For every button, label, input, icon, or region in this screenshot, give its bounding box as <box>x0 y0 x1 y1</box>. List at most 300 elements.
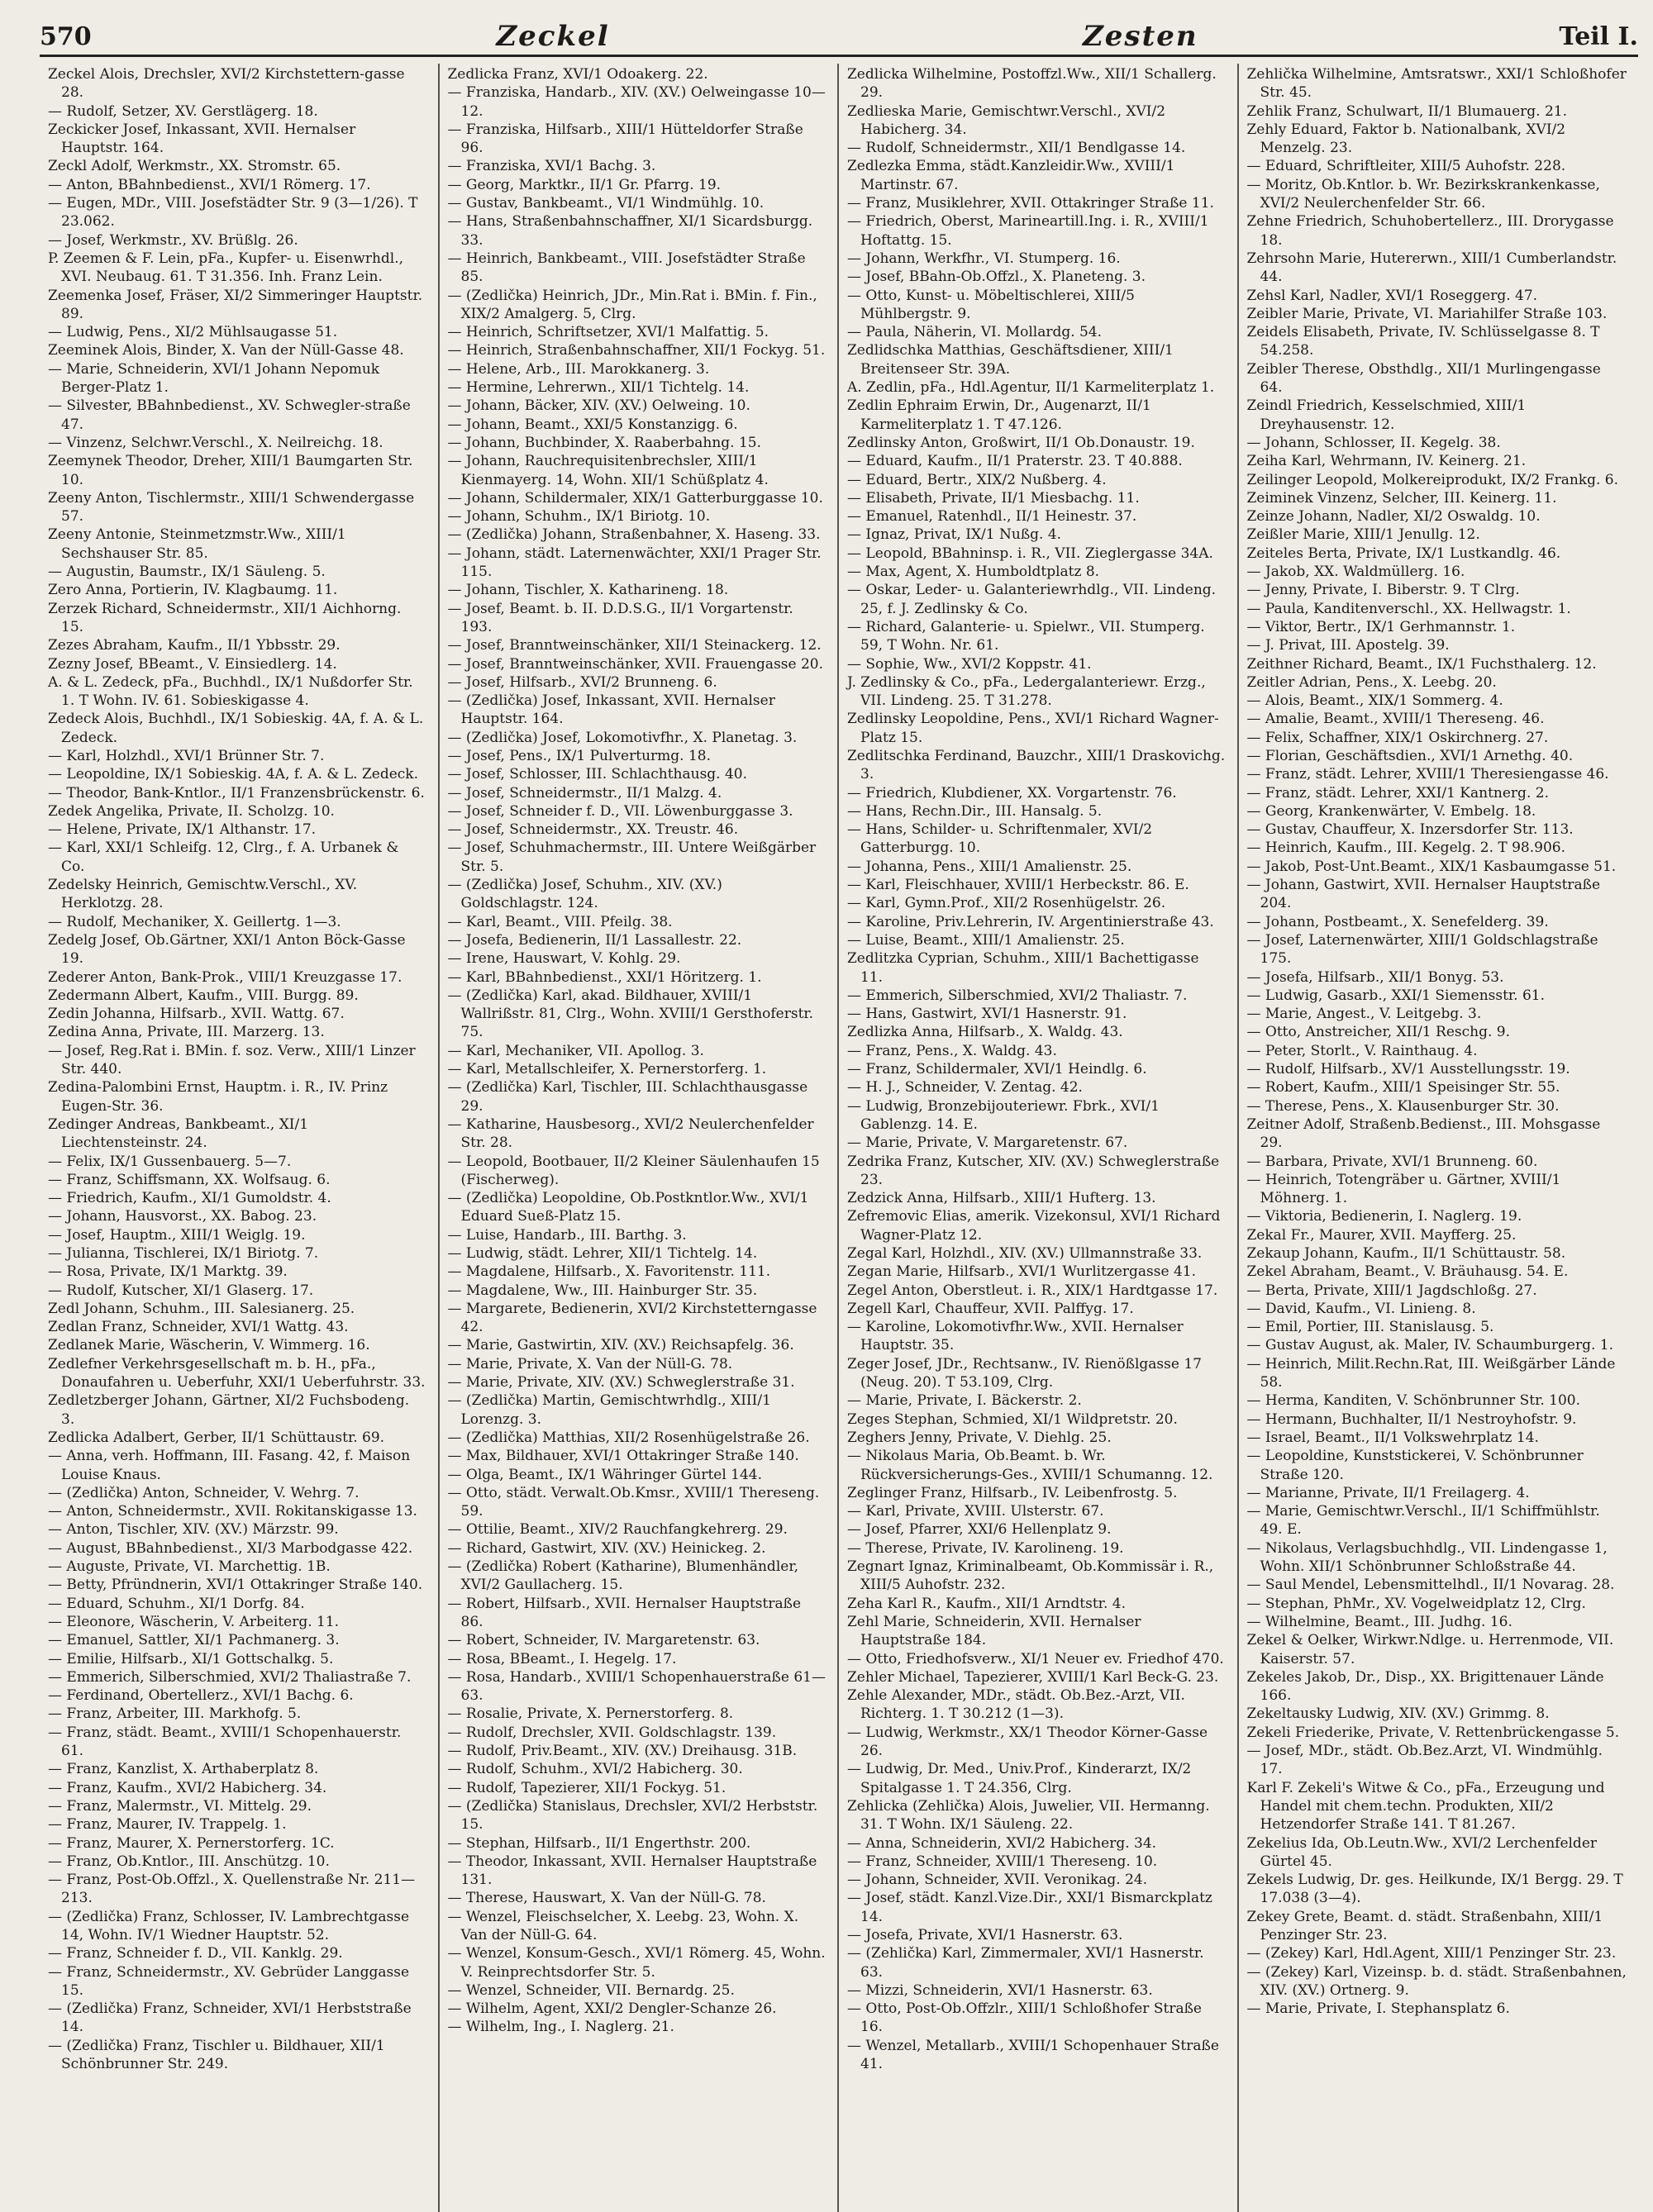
directory-entry: — David, Kaufm., VI. Linieng. 8. <box>1246 1300 1476 1317</box>
directory-entry: — Marie, Private, I. Stephansplatz 6. <box>1246 2000 1510 2018</box>
directory-entry: — Rosa, BBeamt., I. Hegelg. 17. <box>447 1650 677 1667</box>
directory-entry: Zedlidschka Matthias, Geschäftsdiener, XIII/1 Breitenseer Str. 39A. <box>847 342 1174 378</box>
directory-entry: — Karl, BBahnbedienst., XXI/1 Höritzerg. 1. <box>447 968 762 986</box>
directory-entry: — Emmerich, Silberschmied, XVI/2 Thaliastraße 7. <box>48 1668 412 1686</box>
directory-entry: Zedlin Ephraim Erwin, Dr., Augenarzt, II/1 Karmeliterplatz 1. T 47.126. <box>847 397 1151 433</box>
directory-entry: — Emanuel, Sattler, XI/1 Pachmanerg. 3. <box>48 1632 340 1649</box>
directory-entry: Zezes Abraham, Kaufm., II/1 Ybbsstr. 29. <box>48 637 341 654</box>
directory-entry: — Robert, Kaufm., XIII/1 Speisinger Str. 55. <box>1246 1079 1560 1096</box>
directory-entry: Zedlinsky Leopoldine, Pens., XVI/1 Richard Wagner-Platz 15. <box>847 711 1219 746</box>
directory-entry: — Johann, Schildermaler, XIX/1 Gatterburggasse 10. <box>447 489 823 507</box>
directory-entry: — Heinrich, Kaufm., III. Kegelg. 2. T 98.906. <box>1246 840 1566 857</box>
directory-entry: — Olga, Beamt., IX/1 Währinger Gürtel 144. <box>447 1466 763 1483</box>
directory-entry: Zeha Karl R., Kaufm., XII/1 Arndtstr. 4. <box>847 1595 1126 1612</box>
directory-entry: — Georg, Marktkr., II/1 Gr. Pfarrg. 19. <box>447 176 722 193</box>
directory-entry: — (Zedlička) Josef, Inkassant, XVII. Hernalser Hauptstr. 164. <box>447 692 775 728</box>
directory-entry: — Auguste, Private, VI. Marchettig. 1B. <box>48 1558 331 1576</box>
directory-entry: P. Zeemen & F. Lein, pFa., Kupfer- u. Eisenwrhdl., XVI. Neubaug. 61. T 31.356. Inh. Franz Lein. <box>48 250 404 286</box>
directory-entry: — Theodor, Inkassant, XVII. Hernalser Hauptstraße 131. <box>447 1853 817 1889</box>
directory-entry: Zedlezka Emma, städt.Kanzleidir.Ww., XVIII/1 Martinstr. 67. <box>847 158 1175 193</box>
directory-entry: — (Zedlička) Stanislaus, Drechsler, XVI/2 Herbststr. 15. <box>447 1797 818 1834</box>
directory-entry: Zedina-Palombini Ernst, Hauptm. i. R., IV. Prinz Eugen-Str. 36. <box>48 1079 388 1115</box>
directory-entry: Zeemenka Josef, Fräser, XI/2 Simmeringer Hauptstr. 89. <box>48 287 423 322</box>
directory-entry: — Jenny, Private, I. Biberstr. 9. T Clrg. <box>1246 582 1520 599</box>
directory-entry: — Richard, Gastwirt, XIV. (XV.) Heinickeg. 2. <box>447 1539 766 1557</box>
directory-entry: — Max, Agent, X. Humboldtplatz 8. <box>847 564 1100 581</box>
directory-entry: — Franz, Schneider f. D., VII. Kanklg. 29. <box>48 1945 343 1962</box>
page-number: 570 <box>40 21 92 51</box>
directory-entry: — Rudolf, Kutscher, XI/1 Glaserg. 17. <box>48 1282 314 1299</box>
directory-entry: — Heinrich, Bankbeamt., VIII. Josefstädter Straße 85. <box>447 250 806 286</box>
directory-entry: Zedzick Anna, Hilfsarb., XIII/1 Hufterg. 13. <box>847 1190 1156 1207</box>
directory-entry: — H. J., Schneider, V. Zentag. 42. <box>847 1079 1083 1096</box>
directory-entry: — Paula, Kanditenverschl., XX. Hellwagstr. 1. <box>1246 600 1571 617</box>
directory-entry: — Emil, Portier, III. Stanislausg. 5. <box>1246 1319 1494 1336</box>
directory-entry: — Franz, Maurer, IV. Trappelg. 1. <box>48 1816 287 1834</box>
directory-entry: — Josef, Schuhmachermstr., III. Untere Weißgärber Str. 5. <box>447 840 817 875</box>
directory-entry: — Wilhelm, Agent, XXI/2 Dengler-Schanze 26. <box>447 2000 777 2018</box>
directory-entry: — Marie, Gemischtwr.Verschl., II/1 Schiffmühlstr. 49. E. <box>1246 1503 1600 1539</box>
directory-entry: — Josefa, Bedienerin, II/1 Lassallestr. 22. <box>447 931 742 949</box>
directory-entry: — Silvester, BBahnbedienst., XV. Schwegler-straße 47. <box>48 397 411 433</box>
directory-entry: — Rosa, Private, IX/1 Marktg. 39. <box>48 1263 288 1281</box>
directory-entry: Zedlitzka Cyprian, Schuhm., XIII/1 Bachettigasse 11. <box>847 950 1199 986</box>
directory-entry: J. Zedlinsky & Co., pFa., Ledergalanteriewr. Erzg., VII. Lindeng. 25. T 31.278. <box>847 673 1206 710</box>
page-header <box>40 18 1638 57</box>
directory-entry: Zedinger Andreas, Bankbeamt., XI/1 Liechtensteinstr. 24. <box>48 1116 309 1152</box>
directory-entry: Zeckl Adolf, Werkmstr., XX. Stromstr. 65. <box>48 158 341 175</box>
directory-entry: — Karoline, Lokomotivfhr.Ww., XVII. Hernalser Hauptstr. 35. <box>847 1319 1184 1354</box>
directory-entry: Zehsl Karl, Nadler, XVI/1 Roseggerg. 47. <box>1246 287 1538 304</box>
directory-entry: — Johann, Gastwirt, XVII. Hernalser Hauptstraße 204. <box>1246 877 1601 912</box>
directory-entry: — Berta, Private, XIII/1 Jagdschloßg. 27. <box>1246 1282 1537 1299</box>
directory-entry: — Karl, Beamt., VIII. Pfeilg. 38. <box>447 913 673 930</box>
directory-entry: — Wenzel, Metallarb., XVIII/1 Schopenhauer Straße 41. <box>847 2037 1219 2073</box>
directory-entry: Zedin Johanna, Hilfsarb., XVII. Wattg. 67. <box>48 1006 345 1023</box>
directory-entry: — Franz, Schneidermstr., XV. Gebrüder Langgasse 15. <box>48 1963 410 1999</box>
directory-entry: — Eugen, MDr., VIII. Josefstädter Str. 9 (3—1/26). T 23.062. <box>48 195 418 231</box>
directory-entry: — Karl, Metallschleifer, X. Pernerstorferg. 1. <box>447 1061 767 1078</box>
directory-entry: Zeeny Anton, Tischlermstr., XIII/1 Schwendergasse 57. <box>48 489 415 526</box>
directory-entry: — Luise, Handarb., III. Barthg. 3. <box>447 1226 687 1244</box>
directory-entry: Zedlizka Anna, Hilfsarb., X. Waldg. 43. <box>847 1024 1123 1041</box>
directory-entry: Zedlicka Franz, XVI/1 Odoakerg. 22. <box>447 66 708 83</box>
directory-entry: — Ludwig, städt. Lehrer, XII/1 Tichtelg. 14. <box>447 1245 758 1262</box>
directory-entry: — Karl, Fleischhauer, XVIII/1 Herbeckstr. 86. E. <box>847 877 1189 894</box>
directory-entry: Zedermann Albert, Kaufm., VIII. Burgg. 89. <box>48 987 359 1004</box>
column-3 <box>839 64 1239 2212</box>
directory-entry: — Barbara, Private, XVI/1 Brunneng. 60. <box>1246 1153 1538 1170</box>
directory-entry: Zero Anna, Portierin, IV. Klagbaumg. 11. <box>48 582 338 599</box>
directory-entry: — Josef, MDr., städt. Ob.Bez.Arzt, VI. Windmühlg. 17. <box>1246 1743 1603 1778</box>
directory-entry: — Georg, Krankenwärter, V. Embelg. 18. <box>1246 802 1536 820</box>
directory-entry: — Anton, Schneidermstr., XVII. Rokitanskigasse 13. <box>48 1503 417 1520</box>
directory-entry: A. Zedlin, pFa., Hdl.Agentur, II/1 Karmeliterplatz 1. <box>847 379 1215 397</box>
directory-entry: — Helene, Arb., III. Marokkanerg. 3. <box>447 360 710 378</box>
directory-entry: — Therese, Hauswart, X. Van der Nüll-G. 78. <box>447 1890 766 1907</box>
directory-entry: — Jakob, Post-Unt.Beamt., XIX/1 Kasbaumgasse 51. <box>1246 858 1617 875</box>
directory-entry: Zederer Anton, Bank-Prok., VIII/1 Kreuzgasse 17. <box>48 968 403 986</box>
directory-entry: Zedl Johann, Schuhm., III. Salesianerg. 25. <box>48 1300 355 1317</box>
directory-entry: Zedlitschka Ferdinand, Bauzchr., XIII/1 Draskovichg. 3. <box>847 747 1226 783</box>
directory-entry: — Emmerich, Silberschmied, XVI/2 Thaliastr. 7. <box>847 987 1188 1004</box>
directory-entry: — Marie, Private, XIV. (XV.) Schweglerstraße 31. <box>447 1374 795 1391</box>
right-running-head: Zesten <box>1082 20 1198 53</box>
directory-entry: Zegal Karl, Holzhdl., XIV. (XV.) Ullmannstraße 33. <box>847 1245 1203 1262</box>
directory-entry: — Rudolf, Mechaniker, X. Geillertg. 1—3. <box>48 913 341 930</box>
directory-entry: — Marianne, Private, II/1 Freilagerg. 4. <box>1246 1484 1530 1501</box>
directory-entry: — Karl, XXI/1 Schleifg. 12, Clrg., f. A. Urbanek & Co. <box>48 840 399 875</box>
directory-entry: — Josef, Pens., IX/1 Pulverturmg. 18. <box>447 747 711 764</box>
column-4 <box>1239 64 1639 2212</box>
directory-entry: — Max, Bildhauer, XVI/1 Ottakringer Straße 140. <box>447 1448 799 1465</box>
directory-entry: — Franz, Kaufm., XVI/2 Habicherg. 34. <box>48 1779 327 1796</box>
directory-entry: — Nikolaus, Verlagsbuchhdlg., VII. Lindengasse 1, Wohn. XII/1 Schönbrunner Schloßstraße 44. <box>1246 1539 1608 1576</box>
directory-entry: — Margarete, Bedienerin, XVI/2 Kirchstetterngasse 42. <box>447 1300 817 1336</box>
directory-entry: Zeckicker Josef, Inkassant, XVII. Hernalser Hauptstr. 164. <box>48 121 356 157</box>
directory-entry: — (Zedlička) Josef, Lokomotivfhr., X. Planetag. 3. <box>447 729 798 746</box>
directory-entry: Zedek Angelika, Private, II. Scholzg. 10. <box>48 802 335 820</box>
directory-entry: — Anton, Tischler, XIV. (XV.) Märzstr. 99. <box>48 1521 339 1539</box>
directory-entry: — Saul Mendel, Lebensmittelhdl., II/1 Novarag. 28. <box>1246 1577 1615 1594</box>
directory-entry: Zeißler Marie, XIII/1 Jenullg. 12. <box>1246 526 1480 544</box>
directory-entry: Zehly Eduard, Faktor b. Nationalbank, XVI/2 Menzelg. 23. <box>1246 121 1566 157</box>
directory-entry: — Franz, Malermstr., VI. Mittelg. 29. <box>48 1797 312 1815</box>
directory-entry: — Johann, Buchbinder, X. Raaberbahng. 15. <box>447 434 762 451</box>
directory-entry: Zekeli Friederike, Private, V. Rettenbrückengasse 5. <box>1246 1724 1620 1741</box>
directory-entry: Zedlefner Verkehrsgesellschaft m. b. H., pFa., Donaufahren u. Ueberfuhr, XXI/1 Ueberfuhrstr. 33. <box>48 1355 426 1391</box>
directory-entry: — Karl, Holzhdl., XVI/1 Brünner Str. 7. <box>48 747 325 764</box>
directory-entry: — August, BBahnbedienst., XI/3 Marbodgasse 422. <box>48 1539 413 1557</box>
directory-entry: — Moritz, Ob.Kntlor. b. Wr. Bezirkskrankenkasse, XVI/2 Neulerchenfelder Str. 66. <box>1246 176 1600 212</box>
directory-entry: — Marie, Private, V. Margaretenstr. 67. <box>847 1135 1128 1152</box>
directory-entry: — (Zedlička) Matthias, XII/2 Rosenhügelstraße 26. <box>447 1429 810 1446</box>
directory-entry: — Eleonore, Wäscherin, V. Arbeiterg. 11. <box>48 1613 340 1630</box>
directory-entry: Zeibler Therese, Obsthdlg., XII/1 Murlingengasse 64. <box>1246 360 1601 397</box>
directory-entry: — Josef, Reg.Rat i. BMin. f. soz. Verw., XIII/1 Linzer Str. 440. <box>48 1042 416 1078</box>
directory-entry: — Marie, Gastwirtin, XIV. (XV.) Reichsapfelg. 36. <box>447 1337 794 1354</box>
directory-entry: Zekel & Oelker, Wirkwr.Ndlge. u. Herrenmode, VII. Kaiserstr. 57. <box>1246 1632 1614 1667</box>
directory-entry: — Josef, Schneidermstr., XX. Treustr. 46. <box>447 821 739 839</box>
directory-entry: — Rudolf, Drechsler, XVII. Goldschlagstr. 139. <box>447 1724 777 1741</box>
directory-entry: — Franz, städt. Lehrer, XXI/1 Kantnerg. 2. <box>1246 784 1549 802</box>
directory-entry: Zedlieska Marie, Gemischtwr.Verschl., XVI/2 Habicherg. 34. <box>847 102 1166 138</box>
directory-entry: — Johann, städt. Laternenwächter, XXI/1 Prager Str. 115. <box>447 545 822 581</box>
directory-entry: — Otto, Kunst- u. Möbeltischlerei, XIII/5 Mühlbergstr. 9. <box>847 287 1135 322</box>
directory-entry: Zekels Ludwig, Dr. ges. Heilkunde, IX/1 Bergg. 29. T 17.038 (3—4). <box>1246 1872 1623 1907</box>
directory-entry: — Karl, Private, XVIII. Ulsterstr. 67. <box>847 1503 1104 1520</box>
directory-entry: — Stephan, PhMr., XV. Vogelweidplatz 12, Clrg. <box>1246 1595 1586 1612</box>
directory-entry: — Wenzel, Konsum-Gesch., XVI/1 Römerg. 45, Wohn. V. Reinprechtsdorfer Str. 5. <box>447 1945 826 1981</box>
left-running-head: Zeckel <box>496 20 610 53</box>
directory-entry: — Hermann, Buchhalter, II/1 Nestroyhofstr. 9. <box>1246 1410 1577 1428</box>
directory-entry: — Josef, Schneidermstr., II/1 Malzg. 4. <box>447 784 722 802</box>
directory-entry: — Johann, Postbeamt., X. Senefelderg. 39. <box>1246 913 1549 930</box>
directory-entry: Zegel Anton, Oberstleut. i. R., XIX/1 Hardtgasse 17. <box>847 1282 1218 1299</box>
directory-entry: — Franz, städt. Beamt., XVIII/1 Schopenhauerstr. 61. <box>48 1724 402 1760</box>
directory-entry: — Hans, Rechn.Dir., III. Hansalg. 5. <box>847 802 1103 820</box>
directory-entry: Zeglinger Franz, Hilfsarb., IV. Leibenfrostg. 5. <box>847 1484 1178 1501</box>
directory-entry: Zekeltausky Ludwig, XIV. (XV.) Grimmg. 8. <box>1246 1705 1550 1723</box>
directory-entry: — Anton, BBahnbedienst., XVI/1 Römerg. 17. <box>48 176 371 193</box>
directory-entry: — Franz, Pens., X. Waldg. 43. <box>847 1042 1057 1059</box>
directory-entry: — Josef, Schneider f. D., VII. Löwenburggasse 3. <box>447 802 793 820</box>
directory-entry: Zehle Alexander, MDr., städt. Ob.Bez.-Arzt, VII. Richterg. 1. T 30.212 (1—3). <box>847 1687 1185 1723</box>
directory-entry: Zeger Josef, JDr., Rechtsanw., IV. Rienößlgasse 17 (Neug. 20). T 53.109, Clrg. <box>847 1355 1202 1391</box>
directory-entry: — (Zekey) Karl, Vizeinsp. b. d. städt. Straßenbahnen, XIV. (XV.) Ortnerg. 9. <box>1246 1963 1627 1999</box>
directory-entry: — Franz, Schildermaler, XVI/1 Heindlg. 6. <box>847 1061 1147 1078</box>
directory-entry: Zekal Fr., Maurer, XVII. Mayfferg. 25. <box>1246 1226 1517 1244</box>
directory-entry: — Robert, Hilfsarb., XVII. Hernalser Hauptstraße 86. <box>447 1595 802 1630</box>
directory-entry: — Franz, Kanzlist, X. Arthaberplatz 8. <box>48 1761 319 1778</box>
directory-entry: — Franz, Maurer, X. Pernerstorferg. 1C. <box>48 1834 335 1852</box>
directory-entry: — Josef, Beamt. b. II. D.D.S.G., II/1 Vorgartenstr. 193. <box>447 600 793 635</box>
part-label: Teil I. <box>1559 21 1638 51</box>
directory-entry: — Nikolaus Maria, Ob.Beamt. b. Wr. Rückversicherungs-Ges., XVIII/1 Schumanng. 12. <box>847 1448 1213 1483</box>
directory-entry: Zedelsky Heinrich, Gemischtw.Verschl., XV. Herklotzg. 28. <box>48 877 358 912</box>
directory-entry: — Josef, Werkmstr., XV. Brüßlg. 26. <box>48 231 298 249</box>
directory-entry: — Franz, Schiffsmann, XX. Wolfsaug. 6. <box>48 1171 331 1188</box>
directory-entry: Zekaup Johann, Kaufm., II/1 Schüttaustr. 58. <box>1246 1245 1566 1262</box>
directory-entry: — Josef, Hilfsarb., XVI/2 Brunneng. 6. <box>447 673 717 691</box>
directory-entry: — Hermine, Lehrerwn., XII/1 Tichtelg. 14. <box>447 379 750 397</box>
directory-entry: Zeibler Marie, Private, VI. Mariahilfer Straße 103. <box>1246 305 1608 322</box>
directory-entry: — Ludwig, Gasarb., XXI/1 Siemensstr. 61. <box>1246 987 1546 1004</box>
directory-entry: — Josef, Branntweinschänker, XII/1 Steinackerg. 12. <box>447 637 822 654</box>
directory-entry: — Rudolf, Priv.Beamt., XIV. (XV.) Dreihausg. 31B. <box>447 1743 798 1760</box>
directory-entry: Zedelg Josef, Ob.Gärtner, XXI/1 Anton Böck-Gasse 19. <box>48 931 406 968</box>
directory-entry: Zeges Stephan, Schmied, XI/1 Wildpretstr. 20. <box>847 1410 1178 1428</box>
directory-entry: Zeiminek Vinzenz, Selcher, III. Keinerg. 11. <box>1246 489 1557 507</box>
directory-entry: — J. Privat, III. Apostelg. 39. <box>1246 637 1450 654</box>
directory-entry: — Franziska, Handarb., XIV. (XV.) Oelweingasse 10—12. <box>447 84 826 120</box>
directory-entry: — Franz, Post-Ob.Offzl., X. Quellenstraße Nr. 211—213. <box>48 1872 416 1907</box>
directory-entry: — Karl, Gymn.Prof., XII/2 Rosenhügelstr. 26. <box>847 895 1166 912</box>
directory-entry: — Magdalene, Ww., III. Hainburger Str. 35. <box>447 1282 758 1299</box>
directory-entry: — Otto, städt. Verwalt.Ob.Kmsr., XVIII/1 Thereseng. 59. <box>447 1484 820 1520</box>
directory-entry: — Wilhelmine, Beamt., III. Judhg. 16. <box>1246 1613 1512 1630</box>
directory-entry: — Franziska, XVI/1 Bachg. 3. <box>447 158 656 175</box>
directory-entry: — (Zedlička) Robert (Katharine), Blumenhändler, XVI/2 Gaullacherg. 15. <box>447 1558 798 1594</box>
directory-entry: — Emilie, Hilfsarb., XI/1 Gottschalkg. 5. <box>48 1650 334 1667</box>
directory-entry: — Helene, Private, IX/1 Althanstr. 17. <box>48 821 317 839</box>
directory-entry: — Anna, Schneiderin, XVI/2 Habicherg. 34. <box>847 1834 1157 1852</box>
directory-entry: — (Zedlička) Leopoldine, Ob.Postkntlor.Ww., XVI/1 Eduard Sueß-Platz 15. <box>447 1190 809 1225</box>
directory-entry: Zedlicka Wilhelmine, Postoffzl.Ww., XII/1 Schallerg. 29. <box>847 66 1217 102</box>
directory-entry: — Felix, IX/1 Gussenbauerg. 5—7. <box>48 1153 292 1170</box>
directory-entry: — Johann, Beamt., XXI/5 Konstanzigg. 6. <box>447 416 738 433</box>
directory-entry: — Franziska, Hilfsarb., XIII/1 Hütteldorfer Straße 96. <box>447 121 803 157</box>
directory-entry: — (Zedlička) Heinrich, JDr., Min.Rat i. BMin. f. Fin., XIX/2 Amalgerg. 5, Clrg. <box>447 287 817 322</box>
directory-entry: — Johann, Schuhm., IX/1 Biriotg. 10. <box>447 508 711 526</box>
directory-entry: — Marie, Private, I. Bäckerstr. 2. <box>847 1392 1082 1410</box>
directory-entry: — Viktoria, Bedienerin, I. Naglerg. 19. <box>1246 1208 1522 1225</box>
directory-entry: — Viktor, Bertr., IX/1 Gerhmannstr. 1. <box>1246 618 1516 635</box>
directory-entry: — Friedrich, Oberst, Marineartill.Ing. i. R., XVIII/1 Hoftattg. 15. <box>847 213 1209 249</box>
directory-entry: — Eduard, Schuhm., XI/1 Dorfg. 84. <box>48 1595 305 1612</box>
directory-entry: — Rudolf, Tapezierer, XII/1 Fockyg. 51. <box>447 1779 726 1796</box>
directory-entry: — Irene, Hauswart, V. Kohlg. 29. <box>447 950 681 968</box>
directory-entry: Zeilinger Leopold, Molkereiprodukt, IX/2 Frankg. 6. <box>1246 471 1618 488</box>
directory-entry: — Eduard, Bertr., XIX/2 Nußberg. 4. <box>847 471 1107 488</box>
directory-entry: — Franz, Musiklehrer, XVII. Ottakringer Straße 11. <box>847 195 1214 212</box>
directory-entry: — Betty, Pfründnerin, XVI/1 Ottakringer Straße 140. <box>48 1577 423 1594</box>
directory-entry: — Hans, Straßenbahnschaffner, XI/1 Sicardsburgg. 33. <box>447 213 813 249</box>
directory-entry: — Josef, Schlosser, III. Schlachthausg. 40. <box>447 766 748 783</box>
directory-entry: — Otto, Post-Ob.Offzlr., XIII/1 Schloßhofer Straße 16. <box>847 2000 1202 2036</box>
directory-entry: — Ludwig, Pens., XI/2 Mühlsaugasse 51. <box>48 324 338 341</box>
directory-entry: — Heinrich, Schriftsetzer, XVI/1 Malfattig. 5. <box>447 324 769 341</box>
directory-entry: — Franz, Arbeiter, III. Markhofg. 5. <box>48 1705 302 1723</box>
directory-entry: — Hans, Schilder- u. Schriftenmaler, XVI/2 Gatterburgg. 10. <box>847 821 1153 857</box>
directory-entry: Zeidels Elisabeth, Private, IV. Schlüsselgasse 8. T 54.258. <box>1246 324 1600 359</box>
directory-entry: Zeitner Adolf, Straßenb.Bedienst., III. Mohsgasse 29. <box>1246 1116 1601 1152</box>
directory-entry: — Leopold, BBahninsp. i. R., VII. Zieglergasse 34A. <box>847 545 1213 562</box>
directory-entry: — Hans, Gastwirt, XVI/1 Hasnerstr. 91. <box>847 1006 1127 1023</box>
directory-entry: — Wenzel, Fleischselcher, X. Leebg. 23, Wohn. X. Van der Nüll-G. 64. <box>447 1908 799 1943</box>
directory-entry: — Julianna, Tischlerei, IX/1 Biriotg. 7. <box>48 1245 319 1262</box>
directory-entry: Zegan Marie, Hilfsarb., XVI/1 Wurlitzergasse 41. <box>847 1263 1197 1281</box>
directory-entry: — Gustav, Bankbeamt., VI/1 Windmühlg. 10. <box>447 195 765 212</box>
directory-entry: — Elisabeth, Private, II/1 Miesbachg. 11. <box>847 489 1140 507</box>
directory-entry: — Rudolf, Hilfsarb., XV/1 Ausstellungsstr. 19. <box>1246 1061 1570 1078</box>
directory-entry: — Marie, Schneiderin, XVI/1 Johann Nepomuk Berger-Platz 1. <box>48 360 380 397</box>
directory-entry: — Friedrich, Kaufm., XI/1 Gumoldstr. 4. <box>48 1190 331 1207</box>
directory-entry: — Rudolf, Setzer, XV. Gerstlägerg. 18. <box>48 102 318 120</box>
directory-entry: — Eduard, Kaufm., II/1 Praterstr. 23. T 40.888. <box>847 453 1183 470</box>
directory-entry: Zehlik Franz, Schulwart, II/1 Blumauerg. 21. <box>1246 102 1567 120</box>
directory-entry: — Josef, Pfarrer, XXI/6 Hellenplatz 9. <box>847 1521 1112 1539</box>
directory-entry: — Magdalene, Hilfsarb., X. Favoritenstr. 111. <box>447 1263 771 1281</box>
directory-entry: — Johann, Tischler, X. Katharineng. 18. <box>447 582 729 599</box>
directory-entry: — Anna, verh. Hoffmann, III. Fasang. 42, f. Maison Louise Knaus. <box>48 1448 411 1483</box>
directory-entry: — (Zedlička) Karl, akad. Bildhauer, XVIII/1 Wallrißstr. 81, Clrg., Wohn. XVIII/1 Gersthoferstr. 75. <box>447 987 814 1041</box>
directory-entry: — Ludwig, Werkmstr., XX/1 Theodor Körner-Gasse 26. <box>847 1724 1208 1760</box>
directory-entry: Zedlanek Marie, Wäscherin, V. Wimmerg. 16. <box>48 1337 370 1354</box>
directory-entry: Zeeminek Alois, Binder, X. Van der Nüll-Gasse 48. <box>48 342 404 359</box>
directory-entry: — Marie, Angest., V. Leitgebg. 3. <box>1246 1006 1482 1023</box>
directory-entry: — Josef, Hauptm., XIII/1 Weiglg. 19. <box>48 1226 306 1244</box>
directory-entry: — Florian, Geschäftsdien., XVI/1 Arnethg. 40. <box>1246 747 1574 764</box>
directory-entry: — Paula, Näherin, VI. Mollardg. 54. <box>847 324 1103 341</box>
directory-entry: — Augustin, Baumstr., IX/1 Säuleng. 5. <box>48 564 326 581</box>
directory-entry: — (Zedlička) Anton, Schneider, V. Wehrg. 7. <box>48 1484 360 1501</box>
directory-entry: Zedletzberger Johann, Gärtner, XI/2 Fuchsbodeng. 3. <box>48 1392 410 1428</box>
directory-entry: Zehler Michael, Tapezierer, XVIII/1 Karl Beck-G. 23. <box>847 1668 1219 1686</box>
directory-entry: Zegell Karl, Chauffeur, XVII. Palffyg. 17. <box>847 1300 1134 1317</box>
directory-entry: — Josefa, Hilfsarb., XII/1 Bonyg. 53. <box>1246 968 1504 986</box>
directory-entry: — Johann, Werkfhr., VI. Stumperg. 16. <box>847 250 1121 267</box>
directory-entry: — Gustav August, ak. Maler, IV. Schaumburgerg. 1. <box>1246 1337 1613 1354</box>
directory-entry: Zedlicka Adalbert, Gerber, II/1 Schüttaustr. 69. <box>48 1429 385 1446</box>
directory-entry: — (Zedlička) Karl, Tischler, III. Schlachthausgasse 29. <box>447 1079 808 1115</box>
directory-entry: — Karl, Mechaniker, VII. Apollog. 3. <box>447 1042 704 1059</box>
directory-entry: — Emanuel, Ratenhdl., II/1 Heinestr. 37. <box>847 508 1137 526</box>
directory-entry: Zedlan Franz, Schneider, XVI/1 Wattg. 43. <box>48 1319 349 1336</box>
directory-entry: — Leopoldine, IX/1 Sobieskig. 4A, f. A. & L. Zedeck. <box>48 766 419 783</box>
directory-entry: — Josef, städt. Kanzl.Vize.Dir., XXI/1 Bismarckplatz 14. <box>847 1890 1212 1925</box>
directory-entry: Zedeck Alois, Buchhdl., IX/1 Sobieskig. 4A, f. A. & L. Zedeck. <box>48 711 424 746</box>
directory-entry: A. & L. Zedeck, pFa., Buchhdl., IX/1 Nußdorfer Str. 1. T Wohn. IV. 61. Sobieskigasse 4. <box>48 673 413 710</box>
directory-entry: — Therese, Pens., X. Klausenburger Str. 30. <box>1246 1097 1560 1115</box>
directory-entry: — Wilhelm, Ing., I. Naglerg. 21. <box>447 2019 674 2036</box>
directory-entry: Zeckel Alois, Drechsler, XVI/2 Kirchstettern-gasse 28. <box>48 66 405 102</box>
directory-entry: — Johann, Rauchrequisitenbrechsler, XIII/1 Kienmayerg. 14, Wohn. XII/1 Schüßplatz 4. <box>447 453 769 488</box>
directory-entry: — Marie, Private, X. Van der Nüll-G. 78. <box>447 1355 733 1372</box>
directory-entry: — (Zekey) Karl, Hdl.Agent, XIII/1 Penzinger Str. 23. <box>1246 1945 1617 1962</box>
directory-entry: — Josef, Branntweinschänker, XVII. Frauengasse 20. <box>447 655 824 673</box>
directory-entry: — Heinrich, Straßenbahnschaffner, XII/1 Fockyg. 51. <box>447 342 826 359</box>
directory-entry: — (Zedlička) Johann, Straßenbahner, X. Haseng. 33. <box>447 526 821 544</box>
directory-entry: — Eduard, Schriftleiter, XIII/5 Auhofstr. 228. <box>1246 158 1566 175</box>
directory-entry: Zeiha Karl, Wehrmann, IV. Keinerg. 21. <box>1246 453 1527 470</box>
directory-entry: — Luise, Beamt., XIII/1 Amalienstr. 25. <box>847 931 1125 949</box>
directory-entry: — Israel, Beamt., II/1 Volkswehrplatz 14. <box>1246 1429 1539 1446</box>
directory-entry: Zefremovic Elias, amerik. Vizekonsul, XVI/1 Richard Wagner-Platz 12. <box>847 1208 1221 1244</box>
directory-entry: — Josef, Laternenwärter, XIII/1 Goldschlagstraße 175. <box>1246 931 1598 968</box>
directory-entry: — Ignaz, Privat, IX/1 Nußg. 4. <box>847 526 1062 544</box>
column-2 <box>440 64 840 2212</box>
directory-entry: — Wenzel, Schneider, VII. Bernardg. 25. <box>447 1981 735 1999</box>
directory-entry: Zehne Friedrich, Schuhobertellerz., III. Drorygasse 18. <box>1246 213 1614 249</box>
directory-entry: — Gustav, Chauffeur, X. Inzersdorfer Str. 113. <box>1246 821 1574 839</box>
directory-entry: — Franz, städt. Lehrer, XVIII/1 Theresiengasse 46. <box>1246 766 1609 783</box>
directory-entry: Zekeles Jakob, Dr., Disp., XX. Brigittenauer Lände 166. <box>1246 1668 1604 1705</box>
directory-entry: Zerzek Richard, Schneidermstr., XII/1 Aichhorng. 15. <box>48 600 402 635</box>
directory-entry: — Franz, Schneider, XVIII/1 Thereseng. 10. <box>847 1853 1158 1870</box>
directory-entry: Karl F. Zekeli's Witwe & Co., pFa., Erzeugung und Handel mit chem.techn. Produkten, XII/2 Hetzendorfer Straße 141. T 81.267. <box>1246 1779 1605 1834</box>
directory-entry: — (Zedlička) Josef, Schuhm., XIV. (XV.) Goldschlagstr. 124. <box>447 877 722 912</box>
directory-entry: Zeghers Jenny, Private, V. Diehlg. 25. <box>847 1429 1112 1446</box>
directory-entry: Zehlicka (Zehlička) Alois, Juwelier, VII. Hermanng. 31. T Wohn. IX/1 Säuleng. 22. <box>847 1797 1210 1834</box>
directory-entry: — Felix, Schaffner, XIX/1 Oskirchnerg. 27. <box>1246 729 1549 746</box>
directory-entry: — Sophie, Ww., XVI/2 Koppstr. 41. <box>847 655 1092 673</box>
directory-entry: — Mizzi, Schneiderin, XVI/1 Hasnerstr. 63. <box>847 1981 1153 1999</box>
directory-entry: — Johann, Schlosser, II. Kegelg. 38. <box>1246 434 1501 451</box>
directory-entry: Zehrsohn Marie, Hutererwn., XIII/1 Cumberlandstr. 44. <box>1246 250 1617 286</box>
directory-entry: — Alois, Beamt., XIX/1 Sommerg. 4. <box>1246 692 1503 710</box>
directory-entry: — Rudolf, Schuhm., XVI/2 Habicherg. 30. <box>447 1761 743 1778</box>
directory-entry: Zekey Grete, Beamt. d. städt. Straßenbahn, XIII/1 Penzinger Str. 23. <box>1246 1908 1603 1943</box>
directory-entry: Zedlinsky Anton, Großwirt, II/1 Ob.Donaustr. 19. <box>847 434 1195 451</box>
directory-entry: — Robert, Schneider, IV. Margaretenstr. 63. <box>447 1632 760 1649</box>
directory-entry: — (Zedlička) Franz, Schneider, XVI/1 Herbststraße 14. <box>48 2000 412 2036</box>
directory-entry: Zeiteles Berta, Private, IX/1 Lustkandlg. 46. <box>1246 545 1561 562</box>
directory-entry: — Katharine, Hausbesorg., XVI/2 Neulerchenfelder Str. 28. <box>447 1116 814 1152</box>
directory-entry: — (Zedlička) Martin, Gemischtwrhdlg., XIII/1 Lorenzg. 3. <box>447 1392 771 1428</box>
directory-entry: — (Zedlička) Franz, Schlosser, IV. Lambrechtgasse 14, Wohn. IV/1 Wiedner Hauptstr. 52. <box>48 1908 410 1943</box>
directory-entry: Zeemynek Theodor, Dreher, XIII/1 Baumgarten Str. 10. <box>48 453 413 488</box>
directory-entry: — Theodor, Bank-Kntlor., II/1 Franzensbrückenstr. 6. <box>48 784 425 802</box>
directory-entry: — Vinzenz, Selchwr.Verschl., X. Neilreichg. 18. <box>48 434 383 451</box>
directory-entry: — Amalie, Beamt., XVIII/1 Thereseng. 46. <box>1246 711 1545 728</box>
directory-entry: — Otto, Friedhofsverw., XI/1 Neuer ev. Friedhof 470. <box>847 1650 1224 1667</box>
directory-entry: — Rudolf, Schneidermstr., XII/1 Bendlgasse 14. <box>847 140 1186 157</box>
directory-entry: Zekel Abraham, Beamt., V. Bräuhausg. 54. E. <box>1246 1263 1569 1281</box>
column-1 <box>40 64 440 2212</box>
directory-entry: — Leopold, Bootbauer, II/2 Kleiner Säulenhaufen 15 (Fischerweg). <box>447 1153 820 1188</box>
directory-entry: — Ludwig, Dr. Med., Univ.Prof., Kinderarzt, IX/2 Spitalgasse 1. T 24.356, Clrg. <box>847 1761 1192 1796</box>
directory-entry: — Stephan, Hilfsarb., II/1 Engerthstr. 200. <box>447 1834 751 1852</box>
directory-columns <box>40 64 1638 2212</box>
directory-entry: — Friedrich, Klubdiener, XX. Vorgartenstr. 76. <box>847 784 1177 802</box>
directory-entry: Zedrika Franz, Kutscher, XIV. (XV.) Schweglerstraße 23. <box>847 1153 1220 1188</box>
directory-entry: Zegnart Ignaz, Kriminalbeamt, Ob.Kommissär i. R., XIII/5 Auhofstr. 232. <box>847 1558 1214 1594</box>
directory-entry: — Johann, Hausvorst., XX. Babog. 23. <box>48 1208 317 1225</box>
directory-entry: Zeindl Friedrich, Kesselschmied, XIII/1 Dreyhausenstr. 12. <box>1246 397 1527 433</box>
directory-entry: — Ferdinand, Obertellerz., XVI/1 Bachg. 6. <box>48 1687 354 1705</box>
directory-entry: Zehl Marie, Schneiderin, XVII. Hernalser Hauptstraße 184. <box>847 1613 1141 1649</box>
